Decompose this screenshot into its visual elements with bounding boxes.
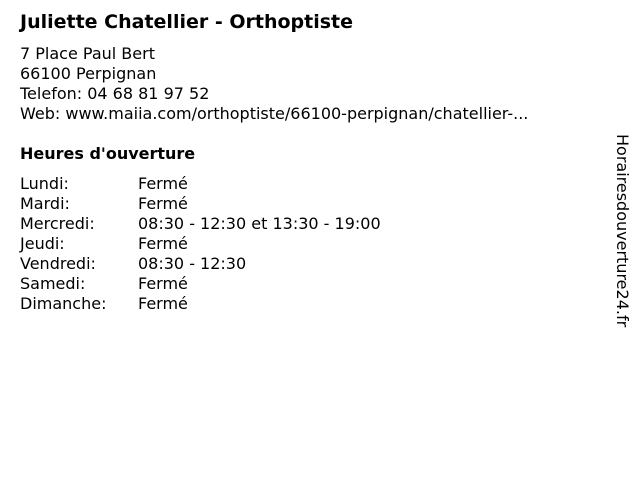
postal-city: 66100 Perpignan: [20, 64, 157, 83]
phone-line: [20, 84, 528, 104]
web-line: [20, 104, 528, 124]
day-label: Dimanche:: [20, 294, 107, 313]
day-label: Samedi:: [20, 274, 86, 293]
day-hours: Fermé: [138, 234, 188, 253]
day-label: Mercredi:: [20, 214, 95, 233]
day-hours: 08:30 - 12:30 et 13:30 - 19:00: [138, 214, 381, 233]
street-address: 7 Place Paul Bert: [20, 44, 155, 63]
day-label: Lundi:: [20, 174, 69, 193]
day-hours: Fermé: [138, 174, 188, 193]
address-block: [20, 44, 528, 124]
web-label: Web:: [20, 104, 61, 123]
day-label: Jeudi:: [20, 234, 65, 253]
site-watermark: Horairesdouverture24.fr: [613, 134, 632, 328]
day-label: Vendredi:: [20, 254, 96, 273]
phone-number: 04 68 81 97 52: [87, 84, 210, 103]
web-link[interactable]: www.maiia.com/orthoptiste/66100-perpignan/chatellier-...: [65, 104, 529, 123]
day-label: Mardi:: [20, 194, 70, 213]
day-hours: Fermé: [138, 194, 188, 213]
day-hours: 08:30 - 12:30: [138, 254, 247, 273]
page-title: Juliette Chatellier - Orthoptiste: [20, 11, 354, 33]
day-hours: Fermé: [138, 294, 188, 313]
phone-label: Telefon:: [20, 84, 83, 103]
day-hours: Fermé: [138, 274, 188, 293]
opening-hours-heading: Heures d'ouverture: [20, 144, 196, 163]
